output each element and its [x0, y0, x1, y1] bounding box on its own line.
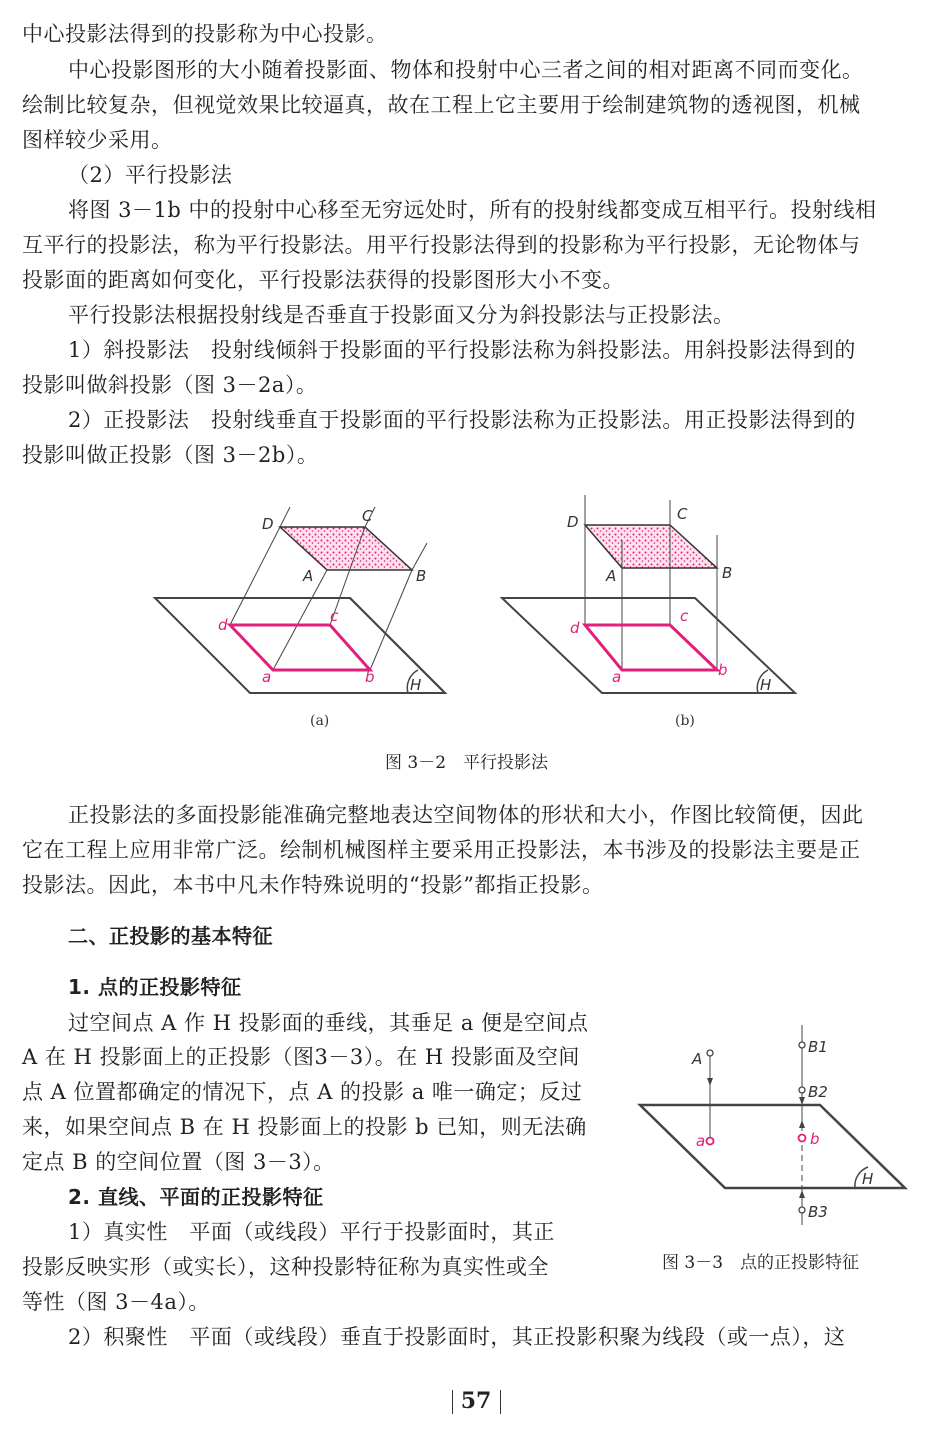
label-c: c: [680, 607, 689, 625]
text-line: 投影叫做斜投影（图 3－2a）。: [22, 373, 318, 397]
figure-caption: 图 3－2 平行投影法: [385, 753, 549, 773]
label-B1: B1: [808, 1038, 828, 1056]
label-H: H: [410, 676, 422, 694]
text-line: 点 A 位置都确定的情况下，点 A 的投影 a 唯一确定；反过: [22, 1080, 583, 1104]
sub-heading: 2. 直线、平面的正投影特征: [68, 1185, 324, 1209]
label-a: a: [612, 668, 622, 686]
text-line: 投影反映实形（或实长），这种投影特征称为真实性或全: [22, 1255, 549, 1279]
text-line: 图样较少采用。: [22, 128, 173, 152]
label-B: B: [416, 567, 427, 585]
figure-3-2a: [155, 507, 445, 729]
figure-caption: 图 3－3 点的正投影特征: [662, 1253, 860, 1273]
label-D: D: [262, 515, 274, 533]
label-B: B: [722, 564, 733, 582]
text-line: 等性（图 3－4a）。: [22, 1290, 210, 1314]
label-H: H: [760, 676, 772, 694]
text-line: 中心投影图形的大小随着投影面、物体和投射中心三者之间的相对距离不同而变化。: [68, 58, 864, 82]
text-line: 过空间点 A 作 H 投影面的垂线，其垂足 a 便是空间点: [68, 1011, 589, 1035]
text-line: 1）真实性 平面（或线段）平行于投影面时，其正: [68, 1220, 555, 1244]
label-D: D: [567, 513, 579, 531]
text-line: 平行投影法根据投射线是否垂直于投影面又分为斜投影法与正投影法。: [68, 303, 735, 327]
sub-caption-a: (a): [310, 713, 330, 729]
text-line: 2）正投影法 投射线垂直于投影面的平行投影法称为正投影法。用正投影法得到的: [68, 408, 856, 432]
label-B3: B3: [808, 1203, 828, 1221]
label-a: a: [696, 1132, 706, 1150]
sub-caption-b: (b): [675, 713, 695, 729]
text-line: 它在工程上应用非常广泛。绘制机械图样主要采用正投影法，本书涉及的投影法主要是正: [22, 838, 861, 862]
label-b: b: [365, 668, 375, 686]
label-A: A: [606, 567, 617, 585]
text-line: 2）积聚性 平面（或线段）垂直于投影面时，其正投影积聚为线段（或一点），这: [68, 1325, 846, 1349]
label-d: d: [570, 619, 580, 637]
text-line: 正投影法的多面投影能准确完整地表达空间物体的形状和大小，作图比较简便，因此: [68, 803, 864, 827]
text-line: （2）平行投影法: [68, 163, 233, 187]
text-line: 投影面的距离如何变化，平行投影法获得的投影图形大小不变。: [22, 268, 624, 292]
label-b: b: [810, 1130, 820, 1148]
label-c: c: [330, 607, 339, 625]
page-number-divider: [500, 1390, 501, 1414]
label-b: b: [718, 661, 728, 679]
text-line: A 在 H 投影面上的正投影（图3－3）。在 H 投影面及空间: [22, 1045, 580, 1069]
figure-3-2b: [502, 495, 795, 729]
section-heading: 二、正投影的基本特征: [68, 924, 273, 948]
text-line: 将图 3－1b 中的投射中心移至无穷远处时，所有的投射线都变成互相平行。投射线相: [68, 198, 877, 222]
label-A: A: [303, 567, 314, 585]
text-line: 定点 B 的空间位置（图 3－3）。: [22, 1150, 335, 1174]
label-A: A: [692, 1050, 703, 1068]
label-B2: B2: [808, 1083, 828, 1101]
text-line: 互平行的投影法，称为平行投影法。用平行投影法得到的投影称为平行投影，无论物体与: [22, 233, 861, 257]
text-line: 投影法。因此，本书中凡未作特殊说明的“投影”都指正投影。: [22, 873, 604, 897]
text-line: 投影叫做正投影（图 3－2b）。: [22, 443, 319, 467]
text-line: 来，如果空间点 B 在 H 投影面上的投影 b 已知，则无法确: [22, 1115, 587, 1139]
sub-heading: 1. 点的正投影特征: [68, 975, 242, 999]
label-C: C: [677, 505, 688, 523]
label-a: a: [262, 668, 272, 686]
text-line: 绘制比较复杂，但视觉效果比较逼真，故在工程上它主要用于绘制建筑物的透视图，机械: [22, 93, 861, 117]
figure-3-2: [140, 485, 820, 740]
text-line: 1）斜投影法 投射线倾斜于投影面的平行投影法称为斜投影法。用斜投影法得到的: [68, 338, 856, 362]
page-number: 57: [460, 1388, 492, 1414]
figure-3-3: [630, 1020, 915, 1235]
text-line: 中心投影法得到的投影称为中心投影。: [22, 22, 388, 46]
label-d: d: [218, 616, 228, 634]
label-C: C: [362, 507, 373, 525]
label-H: H: [862, 1170, 874, 1188]
